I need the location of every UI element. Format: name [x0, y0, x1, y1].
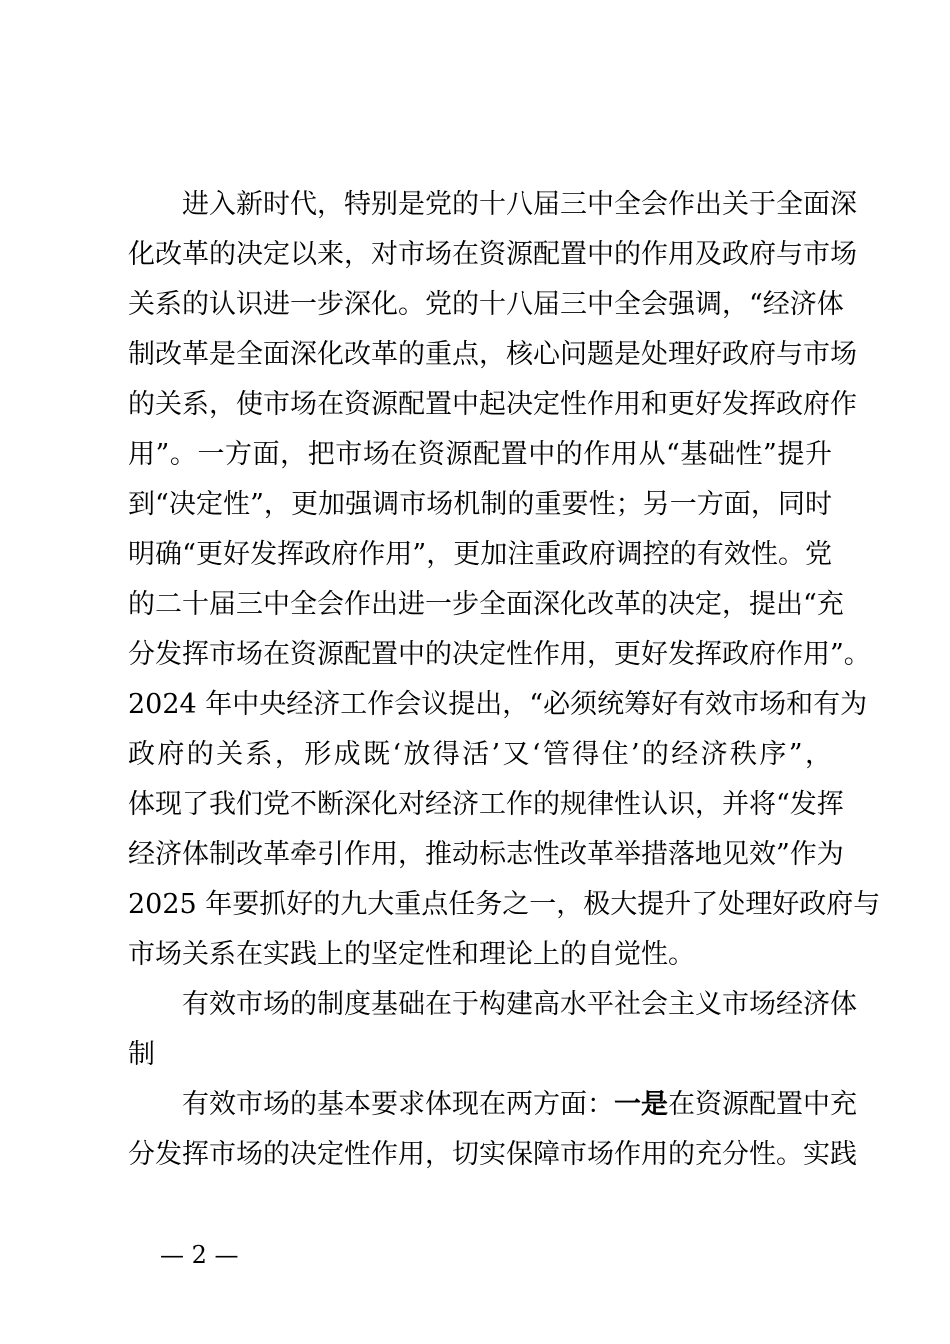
text-run: 在资源配置中充: [668, 1089, 857, 1120]
document-body: [128, 180, 881, 1180]
paragraph-3: [128, 1080, 857, 1180]
text-line: 分发挥市场在资源配置中的决定性作用，更好发挥政府作用”。: [128, 639, 871, 670]
bold-lead: 一是: [614, 1089, 668, 1120]
text-line: 明确“更好发挥政府作用”，更加注重政府调控的有效性。党: [128, 539, 832, 570]
text-line: 用”。一方面，把市场在资源配置中的作用从“基础性”提升: [128, 439, 832, 470]
text-line: 有效市场的制度基础在于构建高水平社会主义市场经济体: [182, 989, 857, 1020]
text-line: 到“决定性”，更加强调市场机制的重要性；另一方面，同时: [128, 489, 832, 520]
text-line: 2025 年要抓好的九大重点任务之一，极大提升了处理好政府与: [128, 889, 881, 920]
text-line: 分发挥市场的决定性作用，切实保障市场作用的充分性。实践: [128, 1139, 857, 1170]
text-line: 市场关系在实践上的坚定性和理论上的自觉性。: [128, 939, 695, 970]
text-line: [128, 1080, 857, 1130]
paragraph-2: [128, 980, 857, 1080]
text-line: 制: [128, 1039, 155, 1070]
text-run: 有效市场的基本要求体现在两方面：: [182, 1089, 614, 1120]
text-line: 政府的关系，形成既‘放得活’又‘管得住’的经济秩序”，: [128, 739, 832, 770]
page-number: — 2 —: [160, 1241, 239, 1269]
paragraph-1: [128, 180, 881, 980]
text-line: 体现了我们党不断深化对经济工作的规律性认识，并将“发挥: [128, 789, 844, 820]
text-line: 的关系，使市场在资源配置中起决定性作用和更好发挥政府作: [128, 389, 857, 420]
text-line: 的二十届三中全会作出进一步全面深化改革的决定，提出“充: [128, 589, 844, 620]
text-line: 制改革是全面深化改革的重点，核心问题是处理好政府与市场: [128, 339, 857, 370]
text-line: 进入新时代，特别是党的十八届三中全会作出关于全面深: [182, 189, 857, 220]
text-line: 2024 年中央经济工作会议提出，“必须统筹好有效市场和有为: [128, 689, 868, 720]
text-line: 经济体制改革牵引作用，推动标志性改革举措落地见效”作为: [128, 839, 844, 870]
text-line: 化改革的决定以来，对市场在资源配置中的作用及政府与市场: [128, 239, 857, 270]
text-line: 关系的认识进一步深化。党的十八届三中全会强调，“经济体: [128, 289, 844, 320]
